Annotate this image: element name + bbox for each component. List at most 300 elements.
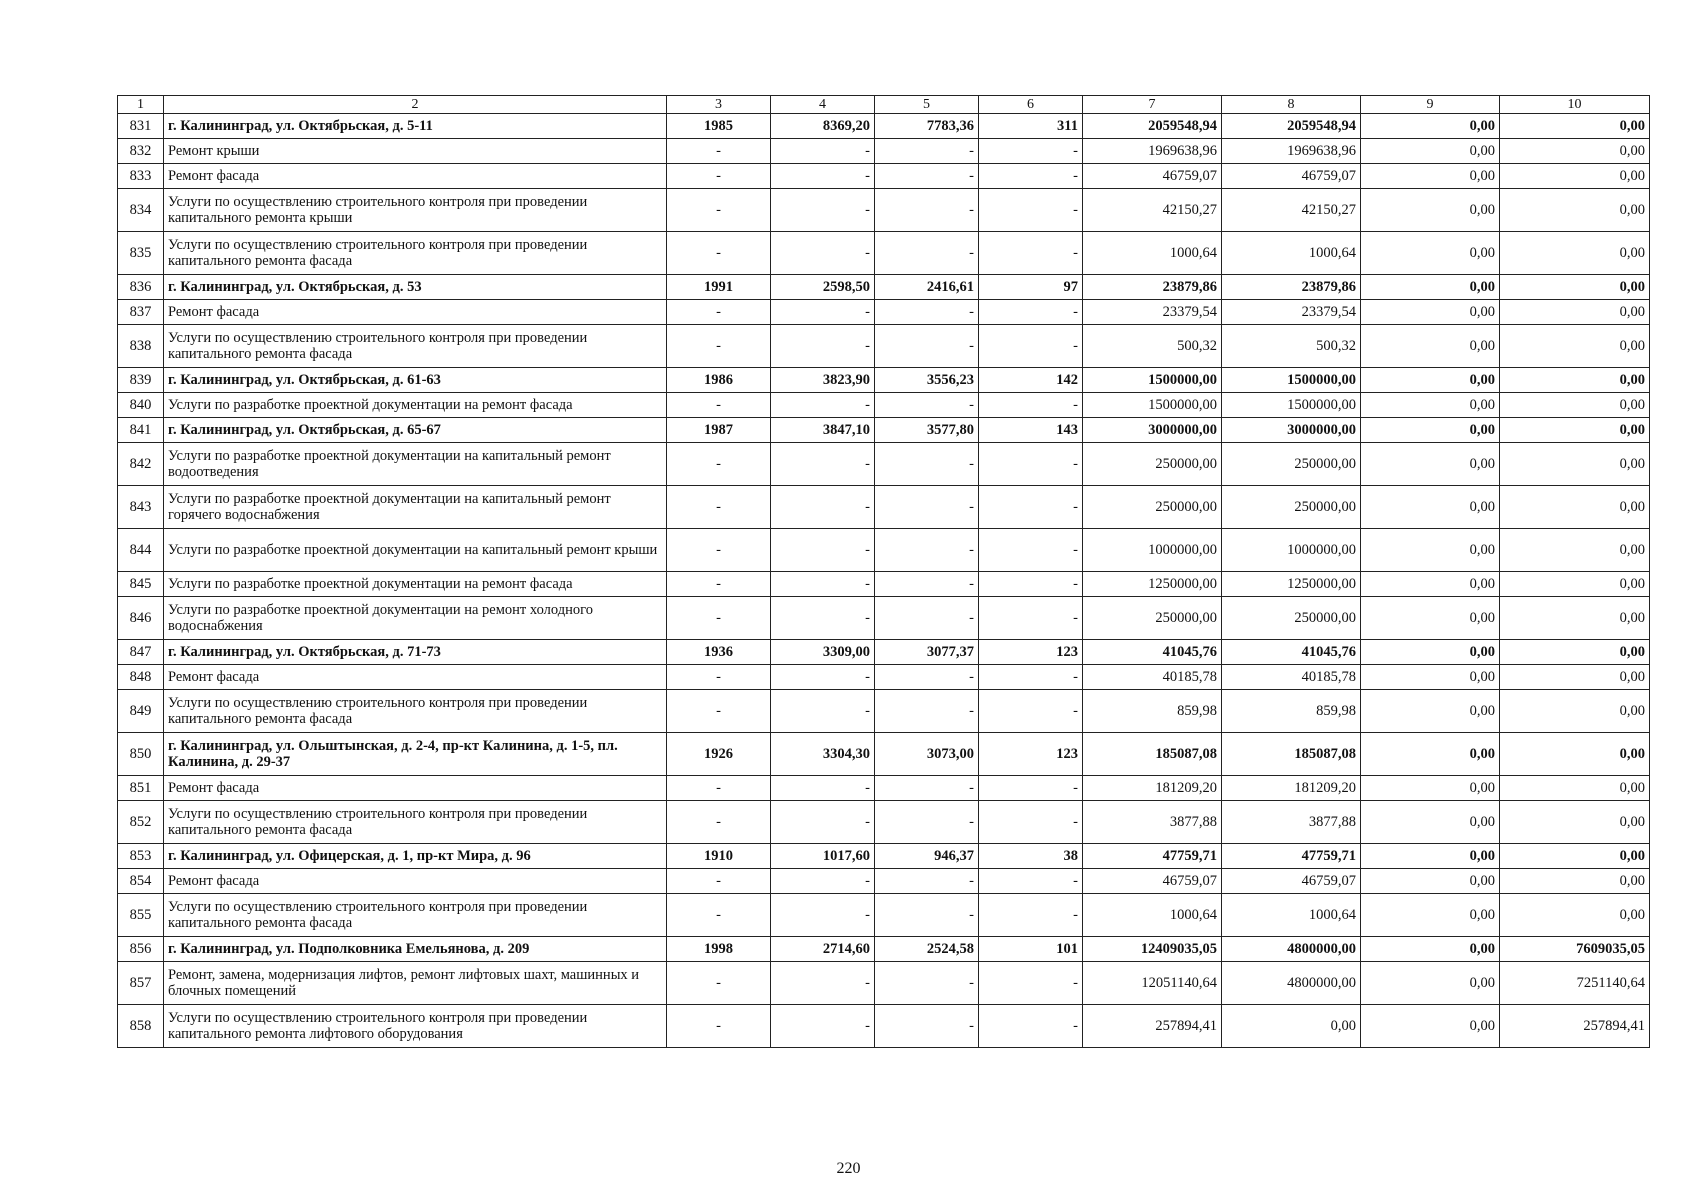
cell-col4: - — [771, 801, 875, 844]
row-number: 847 — [118, 640, 164, 665]
cell-year: 1986 — [667, 368, 771, 393]
cell-col9: 0,00 — [1361, 529, 1500, 572]
row-description: Ремонт фасада — [164, 665, 667, 690]
cell-col6: - — [979, 232, 1083, 275]
cell-col10: 0,00 — [1500, 572, 1650, 597]
cell-year: - — [667, 776, 771, 801]
cell-col4: - — [771, 189, 875, 232]
cell-col7: 250000,00 — [1083, 443, 1222, 486]
cell-col6: - — [979, 597, 1083, 640]
cell-col8: 1000,64 — [1222, 894, 1361, 937]
cell-col7: 1000,64 — [1083, 232, 1222, 275]
cell-col4: - — [771, 443, 875, 486]
cell-col9: 0,00 — [1361, 275, 1500, 300]
cell-col9: 0,00 — [1361, 418, 1500, 443]
cell-year: - — [667, 164, 771, 189]
cell-col5: 2524,58 — [875, 937, 979, 962]
cell-col8: 250000,00 — [1222, 443, 1361, 486]
cell-col9: 0,00 — [1361, 869, 1500, 894]
cell-col9: 0,00 — [1361, 443, 1500, 486]
cell-col9: 0,00 — [1361, 114, 1500, 139]
cell-col9: 0,00 — [1361, 486, 1500, 529]
row-number: 845 — [118, 572, 164, 597]
cell-year: - — [667, 597, 771, 640]
row-description: Услуги по разработке проектной документации на ремонт фасада — [164, 393, 667, 418]
row-description: Услуги по разработке проектной документации на капитальный ремонт водоотведения — [164, 443, 667, 486]
cell-col7: 23879,86 — [1083, 275, 1222, 300]
cell-col5: - — [875, 529, 979, 572]
row-description: г. Калининград, ул. Октябрьская, д. 65-67 — [164, 418, 667, 443]
cell-col9: 0,00 — [1361, 894, 1500, 937]
row-number: 834 — [118, 189, 164, 232]
row-number: 836 — [118, 275, 164, 300]
cell-col6: - — [979, 1005, 1083, 1048]
cell-col5: - — [875, 189, 979, 232]
table-row — [118, 894, 1650, 937]
cell-col8: 2059548,94 — [1222, 114, 1361, 139]
table-row-address — [118, 733, 1650, 776]
row-number: 853 — [118, 844, 164, 869]
row-number: 857 — [118, 962, 164, 1005]
cell-year: - — [667, 572, 771, 597]
table-row — [118, 1005, 1650, 1048]
cell-col4: - — [771, 300, 875, 325]
cell-col6: - — [979, 572, 1083, 597]
cell-col6: 142 — [979, 368, 1083, 393]
cell-col5: - — [875, 962, 979, 1005]
cell-col8: 181209,20 — [1222, 776, 1361, 801]
cell-col10: 0,00 — [1500, 164, 1650, 189]
cell-col5: 3077,37 — [875, 640, 979, 665]
cell-col9: 0,00 — [1361, 597, 1500, 640]
cell-col6: - — [979, 529, 1083, 572]
cell-col5: - — [875, 801, 979, 844]
cell-col10: 0,00 — [1500, 443, 1650, 486]
row-description: Услуги по осуществлению строительного контроля при проведении капитального ремонта лифтового оборудования — [164, 1005, 667, 1048]
cell-col7: 40185,78 — [1083, 665, 1222, 690]
cell-col5: 7783,36 — [875, 114, 979, 139]
cell-year: 1910 — [667, 844, 771, 869]
table-row — [118, 325, 1650, 368]
cell-col8: 1500000,00 — [1222, 368, 1361, 393]
cell-col5: - — [875, 164, 979, 189]
cell-col10: 0,00 — [1500, 368, 1650, 393]
cell-col4: - — [771, 486, 875, 529]
cell-col8: 250000,00 — [1222, 597, 1361, 640]
cell-col4: - — [771, 393, 875, 418]
cell-col10: 0,00 — [1500, 486, 1650, 529]
cell-col10: 0,00 — [1500, 275, 1650, 300]
cell-col10: 0,00 — [1500, 529, 1650, 572]
cell-col5: - — [875, 443, 979, 486]
cell-col9: 0,00 — [1361, 232, 1500, 275]
data-table — [117, 95, 1650, 1048]
cell-col10: 0,00 — [1500, 300, 1650, 325]
cell-col6: - — [979, 393, 1083, 418]
cell-year: 1936 — [667, 640, 771, 665]
cell-col10: 0,00 — [1500, 894, 1650, 937]
cell-col4: - — [771, 232, 875, 275]
column-header: 9 — [1361, 96, 1500, 114]
cell-year: - — [667, 665, 771, 690]
cell-col4: - — [771, 665, 875, 690]
cell-col5: - — [875, 597, 979, 640]
row-description: Ремонт фасада — [164, 869, 667, 894]
cell-col9: 0,00 — [1361, 801, 1500, 844]
cell-col6: - — [979, 665, 1083, 690]
cell-year: - — [667, 325, 771, 368]
cell-col10: 0,00 — [1500, 640, 1650, 665]
cell-col4: 1017,60 — [771, 844, 875, 869]
cell-year: - — [667, 962, 771, 1005]
row-number: 842 — [118, 443, 164, 486]
column-header: 10 — [1500, 96, 1650, 114]
cell-year: - — [667, 300, 771, 325]
cell-col4: 3309,00 — [771, 640, 875, 665]
column-header: 5 — [875, 96, 979, 114]
cell-col4: 3304,30 — [771, 733, 875, 776]
row-number: 839 — [118, 368, 164, 393]
cell-col10: 0,00 — [1500, 733, 1650, 776]
cell-col4: 2598,50 — [771, 275, 875, 300]
cell-col5: - — [875, 325, 979, 368]
cell-year: 1926 — [667, 733, 771, 776]
cell-year: - — [667, 232, 771, 275]
cell-col9: 0,00 — [1361, 844, 1500, 869]
cell-col6: 101 — [979, 937, 1083, 962]
cell-col9: 0,00 — [1361, 572, 1500, 597]
cell-col7: 1969638,96 — [1083, 139, 1222, 164]
cell-col5: - — [875, 232, 979, 275]
cell-col5: 946,37 — [875, 844, 979, 869]
table-row-address — [118, 640, 1650, 665]
row-number: 858 — [118, 1005, 164, 1048]
cell-col4: - — [771, 776, 875, 801]
cell-col4: - — [771, 164, 875, 189]
cell-col8: 0,00 — [1222, 1005, 1361, 1048]
row-description: г. Калининград, ул. Подполковника Емельянова, д. 209 — [164, 937, 667, 962]
row-description: Услуги по разработке проектной документации на капитальный ремонт крыши — [164, 529, 667, 572]
table-row — [118, 393, 1650, 418]
cell-col6: 123 — [979, 733, 1083, 776]
cell-col5: - — [875, 869, 979, 894]
cell-year: 1991 — [667, 275, 771, 300]
cell-col9: 0,00 — [1361, 665, 1500, 690]
cell-col9: 0,00 — [1361, 300, 1500, 325]
row-number: 852 — [118, 801, 164, 844]
table-row-address — [118, 844, 1650, 869]
cell-col10: 0,00 — [1500, 325, 1650, 368]
cell-year: - — [667, 894, 771, 937]
row-number: 848 — [118, 665, 164, 690]
table-row-address — [118, 114, 1650, 139]
cell-col8: 3000000,00 — [1222, 418, 1361, 443]
table-row — [118, 300, 1650, 325]
cell-col8: 40185,78 — [1222, 665, 1361, 690]
cell-year: - — [667, 529, 771, 572]
cell-col9: 0,00 — [1361, 139, 1500, 164]
table-row — [118, 801, 1650, 844]
row-number: 840 — [118, 393, 164, 418]
cell-col5: 3577,80 — [875, 418, 979, 443]
table-row — [118, 962, 1650, 1005]
column-header: 6 — [979, 96, 1083, 114]
table-row — [118, 189, 1650, 232]
cell-year: - — [667, 869, 771, 894]
cell-col5: - — [875, 690, 979, 733]
cell-col9: 0,00 — [1361, 937, 1500, 962]
cell-year: 1985 — [667, 114, 771, 139]
cell-col4: - — [771, 572, 875, 597]
cell-col7: 181209,20 — [1083, 776, 1222, 801]
row-description: г. Калининград, ул. Октябрьская, д. 53 — [164, 275, 667, 300]
table-row — [118, 486, 1650, 529]
cell-col10: 0,00 — [1500, 869, 1650, 894]
cell-col6: 143 — [979, 418, 1083, 443]
cell-col7: 46759,07 — [1083, 164, 1222, 189]
row-description: Услуги по разработке проектной документации на ремонт фасада — [164, 572, 667, 597]
cell-col6: - — [979, 486, 1083, 529]
page-number: 220 — [836, 1160, 861, 1177]
row-description: г. Калининград, ул. Ольштынская, д. 2-4, пр-кт Калинина, д. 1-5, пл. Калинина, д. 29-37 — [164, 733, 667, 776]
cell-col5: - — [875, 393, 979, 418]
cell-year: - — [667, 139, 771, 164]
row-description: Ремонт, замена, модернизация лифтов, ремонт лифтовых шахт, машинных и блочных помещений — [164, 962, 667, 1005]
cell-col7: 859,98 — [1083, 690, 1222, 733]
cell-col8: 1500000,00 — [1222, 393, 1361, 418]
cell-year: - — [667, 443, 771, 486]
cell-col8: 859,98 — [1222, 690, 1361, 733]
cell-col4: 3847,10 — [771, 418, 875, 443]
cell-year: - — [667, 690, 771, 733]
cell-col10: 0,00 — [1500, 393, 1650, 418]
cell-col8: 23379,54 — [1222, 300, 1361, 325]
cell-col7: 250000,00 — [1083, 597, 1222, 640]
row-number: 850 — [118, 733, 164, 776]
table-row — [118, 572, 1650, 597]
cell-year: - — [667, 1005, 771, 1048]
cell-col4: - — [771, 894, 875, 937]
row-description: Ремонт фасада — [164, 300, 667, 325]
cell-col6: - — [979, 776, 1083, 801]
row-number: 841 — [118, 418, 164, 443]
cell-col7: 1500000,00 — [1083, 393, 1222, 418]
cell-col8: 41045,76 — [1222, 640, 1361, 665]
row-number: 837 — [118, 300, 164, 325]
cell-col8: 4800000,00 — [1222, 962, 1361, 1005]
cell-col4: - — [771, 1005, 875, 1048]
row-description: Услуги по осуществлению строительного контроля при проведении капитального ремонта крыши — [164, 189, 667, 232]
row-number: 838 — [118, 325, 164, 368]
row-number: 846 — [118, 597, 164, 640]
cell-col4: 8369,20 — [771, 114, 875, 139]
cell-col7: 3877,88 — [1083, 801, 1222, 844]
cell-col5: - — [875, 486, 979, 529]
cell-col10: 0,00 — [1500, 801, 1650, 844]
cell-col5: - — [875, 776, 979, 801]
cell-col5: - — [875, 572, 979, 597]
cell-col10: 0,00 — [1500, 418, 1650, 443]
row-description: Услуги по осуществлению строительного контроля при проведении капитального ремонта фасада — [164, 232, 667, 275]
table-row — [118, 139, 1650, 164]
cell-col8: 42150,27 — [1222, 189, 1361, 232]
cell-col8: 47759,71 — [1222, 844, 1361, 869]
column-header: 1 — [118, 96, 164, 114]
row-description: Услуги по разработке проектной документации на ремонт холодного водоснабжения — [164, 597, 667, 640]
cell-col5: - — [875, 139, 979, 164]
cell-col4: - — [771, 690, 875, 733]
table-body — [118, 114, 1650, 1048]
cell-col5: 3556,23 — [875, 368, 979, 393]
column-header: 4 — [771, 96, 875, 114]
row-number: 835 — [118, 232, 164, 275]
cell-col6: - — [979, 189, 1083, 232]
cell-col6: - — [979, 801, 1083, 844]
cell-col9: 0,00 — [1361, 733, 1500, 776]
cell-col10: 0,00 — [1500, 139, 1650, 164]
row-description: г. Калининград, ул. Октябрьская, д. 71-73 — [164, 640, 667, 665]
cell-col7: 2059548,94 — [1083, 114, 1222, 139]
row-number: 856 — [118, 937, 164, 962]
cell-col10: 0,00 — [1500, 114, 1650, 139]
cell-col4: 2714,60 — [771, 937, 875, 962]
table-row — [118, 776, 1650, 801]
cell-col6: - — [979, 164, 1083, 189]
cell-col4: - — [771, 597, 875, 640]
cell-col6: - — [979, 443, 1083, 486]
cell-col8: 23879,86 — [1222, 275, 1361, 300]
row-description: г. Калининград, ул. Офицерская, д. 1, пр-кт Мира, д. 96 — [164, 844, 667, 869]
cell-year: - — [667, 486, 771, 529]
cell-year: 1998 — [667, 937, 771, 962]
cell-col7: 185087,08 — [1083, 733, 1222, 776]
cell-year: - — [667, 801, 771, 844]
cell-col7: 41045,76 — [1083, 640, 1222, 665]
cell-col7: 23379,54 — [1083, 300, 1222, 325]
cell-col9: 0,00 — [1361, 164, 1500, 189]
cell-col8: 185087,08 — [1222, 733, 1361, 776]
cell-col7: 12409035,05 — [1083, 937, 1222, 962]
cell-col9: 0,00 — [1361, 690, 1500, 733]
cell-col7: 1000,64 — [1083, 894, 1222, 937]
row-description: Услуги по осуществлению строительного контроля при проведении капитального ремонта фасада — [164, 325, 667, 368]
cell-col7: 1000000,00 — [1083, 529, 1222, 572]
cell-col5: - — [875, 300, 979, 325]
cell-col5: - — [875, 1005, 979, 1048]
row-number: 833 — [118, 164, 164, 189]
cell-col8: 1969638,96 — [1222, 139, 1361, 164]
row-number: 831 — [118, 114, 164, 139]
row-description: Услуги по разработке проектной документации на капитальный ремонт горячего водоснабжения — [164, 486, 667, 529]
cell-col9: 0,00 — [1361, 189, 1500, 232]
cell-col8: 1000,64 — [1222, 232, 1361, 275]
cell-col8: 4800000,00 — [1222, 937, 1361, 962]
cell-col5: - — [875, 665, 979, 690]
cell-col9: 0,00 — [1361, 1005, 1500, 1048]
cell-col6: 97 — [979, 275, 1083, 300]
row-description: Ремонт фасада — [164, 776, 667, 801]
row-description: Услуги по осуществлению строительного контроля при проведении капитального ремонта фасада — [164, 801, 667, 844]
cell-col10: 7609035,05 — [1500, 937, 1650, 962]
cell-col7: 1250000,00 — [1083, 572, 1222, 597]
table-row — [118, 597, 1650, 640]
cell-col6: - — [979, 325, 1083, 368]
cell-col10: 0,00 — [1500, 844, 1650, 869]
row-description: Ремонт фасада — [164, 164, 667, 189]
cell-col7: 46759,07 — [1083, 869, 1222, 894]
row-number: 855 — [118, 894, 164, 937]
cell-col7: 500,32 — [1083, 325, 1222, 368]
cell-year: - — [667, 189, 771, 232]
cell-col10: 0,00 — [1500, 232, 1650, 275]
cell-col8: 46759,07 — [1222, 164, 1361, 189]
row-number: 854 — [118, 869, 164, 894]
cell-col4: - — [771, 869, 875, 894]
cell-col8: 500,32 — [1222, 325, 1361, 368]
cell-col9: 0,00 — [1361, 962, 1500, 1005]
cell-col7: 42150,27 — [1083, 189, 1222, 232]
cell-col7: 250000,00 — [1083, 486, 1222, 529]
table-row — [118, 232, 1650, 275]
cell-col6: - — [979, 869, 1083, 894]
cell-col10: 0,00 — [1500, 690, 1650, 733]
table-row — [118, 690, 1650, 733]
column-header: 7 — [1083, 96, 1222, 114]
row-description: Ремонт крыши — [164, 139, 667, 164]
cell-col8: 1000000,00 — [1222, 529, 1361, 572]
row-number: 851 — [118, 776, 164, 801]
cell-col5: - — [875, 894, 979, 937]
cell-col8: 3877,88 — [1222, 801, 1361, 844]
cell-col7: 1500000,00 — [1083, 368, 1222, 393]
cell-col4: - — [771, 139, 875, 164]
table-row — [118, 443, 1650, 486]
cell-col10: 0,00 — [1500, 776, 1650, 801]
cell-col6: - — [979, 894, 1083, 937]
row-description: г. Калининград, ул. Октябрьская, д. 61-63 — [164, 368, 667, 393]
table-row-address — [118, 275, 1650, 300]
cell-col6: - — [979, 139, 1083, 164]
cell-col10: 0,00 — [1500, 597, 1650, 640]
table-row — [118, 665, 1650, 690]
cell-year: 1987 — [667, 418, 771, 443]
column-header: 8 — [1222, 96, 1361, 114]
cell-year: - — [667, 393, 771, 418]
cell-col7: 257894,41 — [1083, 1005, 1222, 1048]
row-description: Услуги по осуществлению строительного контроля при проведении капитального ремонта фасада — [164, 690, 667, 733]
row-number: 844 — [118, 529, 164, 572]
cell-col7: 3000000,00 — [1083, 418, 1222, 443]
cell-col4: - — [771, 529, 875, 572]
cell-col10: 0,00 — [1500, 189, 1650, 232]
cell-col9: 0,00 — [1361, 776, 1500, 801]
cell-col6: 38 — [979, 844, 1083, 869]
cell-col8: 250000,00 — [1222, 486, 1361, 529]
row-number: 849 — [118, 690, 164, 733]
cell-col4: 3823,90 — [771, 368, 875, 393]
table-row-address — [118, 418, 1650, 443]
row-number: 843 — [118, 486, 164, 529]
cell-col6: 123 — [979, 640, 1083, 665]
table-row-address — [118, 937, 1650, 962]
cell-col4: - — [771, 325, 875, 368]
column-number-row — [118, 96, 1650, 114]
cell-col4: - — [771, 962, 875, 1005]
cell-col10: 0,00 — [1500, 665, 1650, 690]
cell-col6: - — [979, 300, 1083, 325]
cell-col6: - — [979, 962, 1083, 1005]
cell-col9: 0,00 — [1361, 325, 1500, 368]
